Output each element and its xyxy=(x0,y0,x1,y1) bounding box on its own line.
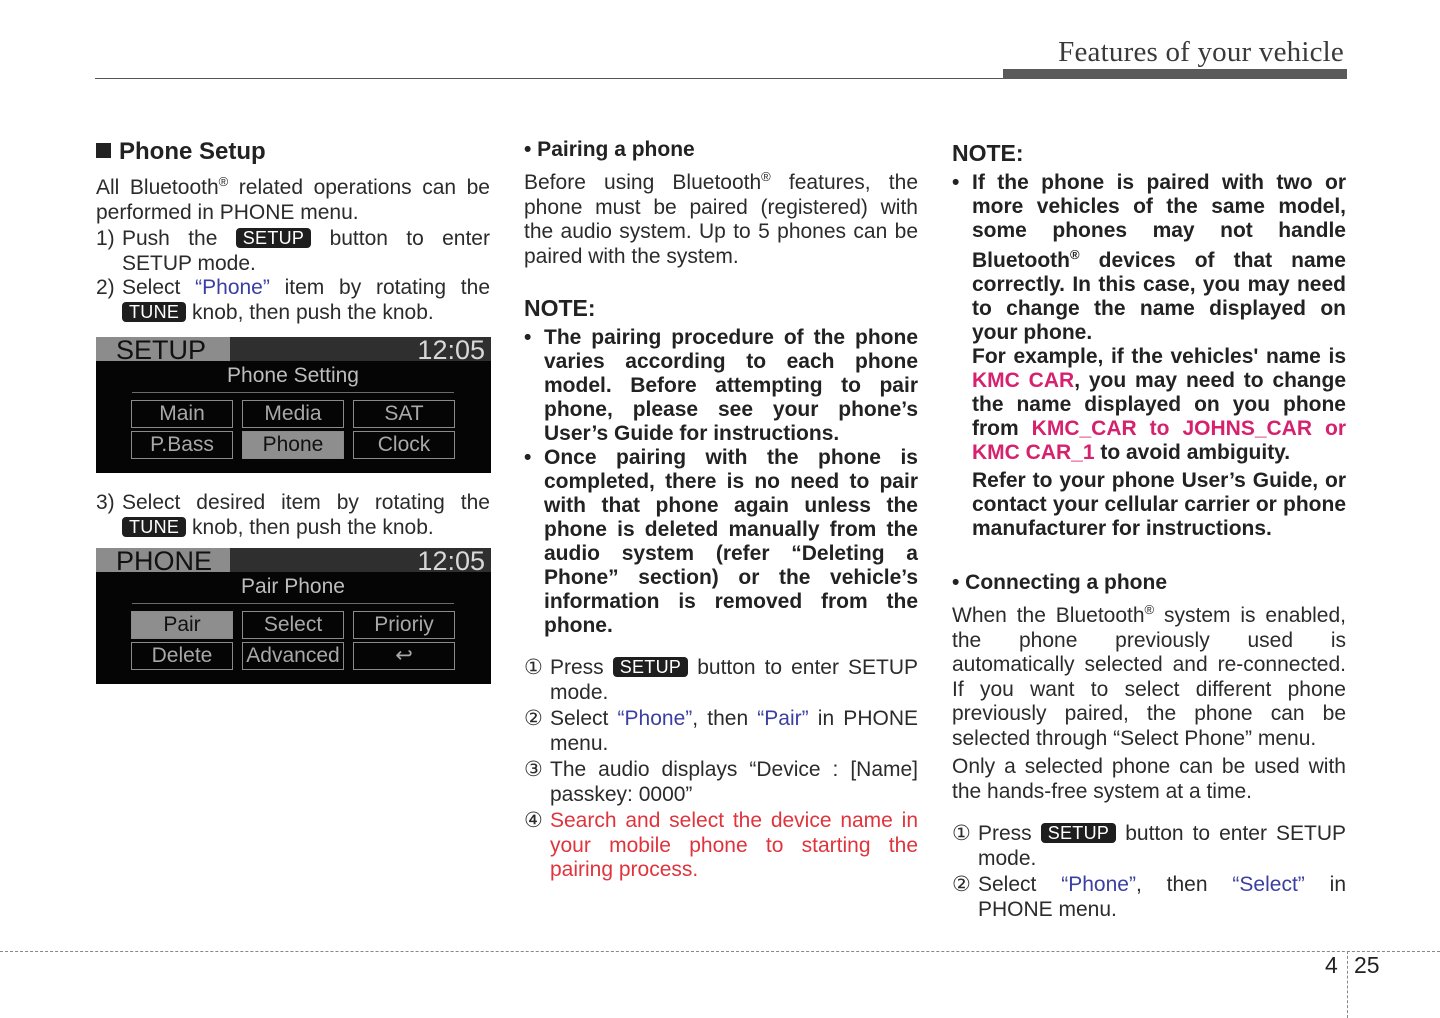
section-title: Phone Setup xyxy=(96,138,490,166)
column-right xyxy=(952,138,1346,922)
pair-step-1: ① Press SETUP button to enter SETUP mode. xyxy=(524,656,918,704)
pair-step-3: ③ The audio displays “Device : [Name] passkey: 0000” xyxy=(524,758,918,806)
step-2: 2) Select “Phone” item by rotating the TUNE knob, then push the knob. xyxy=(96,276,490,324)
connecting-paragraph-2: Only a selected phone can be used with the hands-free system at a time. xyxy=(952,755,1346,803)
connect-step-1: ① Press SETUP button to enter SETUP mode. xyxy=(952,822,1346,870)
screen-button-advanced: Advanced xyxy=(242,642,344,670)
setup-key-icon: SETUP xyxy=(1041,823,1117,843)
pair-step-4: ④ Search and select the device name in your mobile phone to starting the pairing process. xyxy=(524,809,918,881)
screen-button-sat: SAT xyxy=(353,400,455,428)
setup-key-icon: SETUP xyxy=(613,657,689,677)
screen-time: 12:05 xyxy=(417,546,485,576)
pair-step-2: ② Select “Phone”, then “Pair” in PHONE menu. xyxy=(524,707,918,755)
screen-button-pair: Pair xyxy=(131,611,233,639)
phone-screen xyxy=(96,548,491,684)
intro-paragraph: All Bluetooth® related operations can be performed in PHONE menu. xyxy=(96,174,490,224)
tune-key-icon: TUNE xyxy=(122,302,186,322)
note-item: • If the phone is paired with two or more vehicles of the same model, some phones may not handle Bluetooth® devices of that name correctly. In this case, you may need to change the name displayed on your phone. For example, if the vehicles' name is KMC CAR, you may need to change the name displayed on you phone from KMC_CAR to JOHNS_CAR or KMC CAR_1 to avoid ambiguity. Refer to your phone User’s Guide, or contact your cellular carrier or phone manufacturer for instructions. xyxy=(952,171,1347,540)
note-heading: NOTE: xyxy=(524,295,596,321)
pairing-paragraph: Before using Bluetooth® features, the phone must be paired (registered) with the audio system. Up to 5 phones can be paired with the system. xyxy=(524,169,918,268)
header-rule xyxy=(95,78,1003,79)
square-bullet-icon xyxy=(96,143,111,158)
connecting-heading: • Connecting a phone xyxy=(952,571,1168,594)
footer-divider xyxy=(1347,951,1348,1018)
screen-button-priority: Prioriy xyxy=(353,611,455,639)
setup-screen xyxy=(96,337,491,473)
screen-title: SETUP xyxy=(116,335,207,365)
setup-key-icon: SETUP xyxy=(236,228,312,248)
connecting-paragraph: When the Bluetooth® system is enabled, the phone previously used is automatically selected and re-connected. If you want to select different phone previously paired, the phone can be selected through “Select Phone” menu. xyxy=(952,602,1346,750)
screen-button-pbass: P.Bass xyxy=(131,431,233,459)
note-item: • The pairing procedure of the phone varies according to each phone model. Before attempting to pair phone, please see your phone’s User’s Guide for instructions. xyxy=(524,326,918,445)
back-arrow-icon: ↩ xyxy=(353,642,455,670)
connect-step-2: ② Select “Phone”, then “Select” in PHONE menu. xyxy=(952,873,1346,921)
screen-button-phone: Phone xyxy=(242,431,344,459)
screen-button-media: Media xyxy=(242,400,344,428)
column-middle xyxy=(524,138,918,883)
column-left xyxy=(96,138,490,684)
running-header-title: Features of your vehicle xyxy=(1058,36,1344,68)
screen-button-clock: Clock xyxy=(353,431,455,459)
note-heading: NOTE: xyxy=(952,140,1024,166)
note-item: • Once pairing with the phone is completed, there is no need to pair with that phone again unless the phone is deleted manually from the audio system (refer “Deleting a Phone” section) or the vehicle’s information is removed from the phone. xyxy=(524,446,918,637)
screen-button-delete: Delete xyxy=(131,642,233,670)
pairing-heading: • Pairing a phone xyxy=(524,138,695,161)
header-bar xyxy=(1003,69,1347,79)
screen-subtitle: Phone Setting xyxy=(132,364,454,393)
page-number: 25 xyxy=(1354,952,1380,978)
screen-time: 12:05 xyxy=(417,335,485,365)
screen-title: PHONE xyxy=(116,546,213,576)
tune-key-icon: TUNE xyxy=(122,517,186,537)
chapter-number: 4 xyxy=(1325,952,1338,978)
footer-dashed-rule xyxy=(0,951,1440,952)
step-3: 3) Select desired item by rotating the TUNE knob, then push the knob. xyxy=(96,491,490,539)
screen-button-select: Select xyxy=(242,611,344,639)
screen-button-main: Main xyxy=(131,400,233,428)
screen-subtitle: Pair Phone xyxy=(132,575,454,604)
step-1: 1) Push the SETUP button to enter SETUP mode. xyxy=(96,227,490,275)
